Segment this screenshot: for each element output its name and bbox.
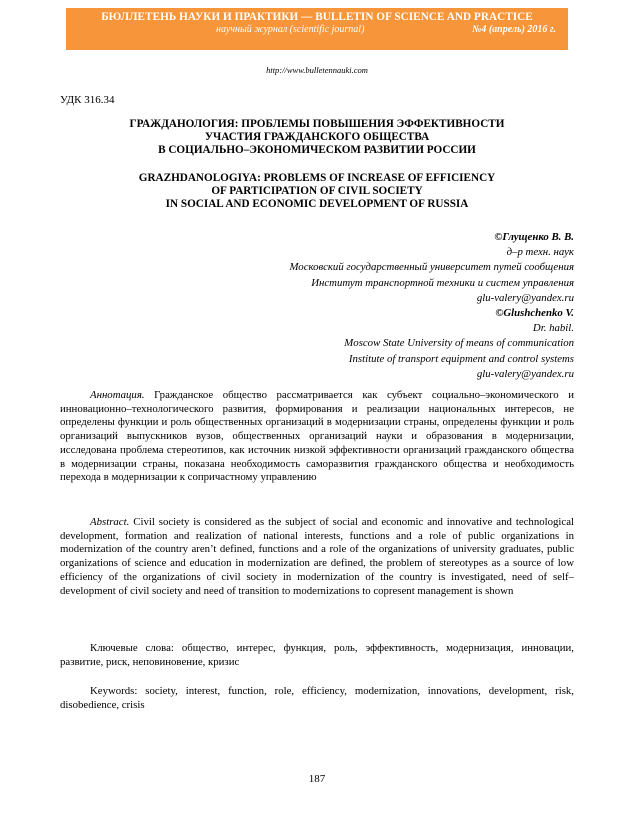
article-title-en	[60, 172, 574, 211]
title-en-line: IN SOCIAL AND ECONOMIC DEVELOPMENT OF RUSSIA	[165, 198, 469, 210]
author-info	[289, 230, 574, 382]
journal-header-banner	[66, 8, 568, 50]
journal-type: научный журнал (scientific journal)	[216, 24, 365, 35]
abstract-text: Civil society is considered as the subject of social and economic and innovative and technological development, formation and realization of national interests, functions and a role of public organizations in modernization of the country aren’t defined, functions and a role of the organizations of university graduates, public organizations of science and education in modernization are defined, the problem of stereotypes as a source of low efficiency of the organizations of civil society in modernization of the country is investigated, need of self–development of civil society and need of transition to modernizations to copresent management is shown	[60, 516, 574, 597]
author-email-ru[interactable]: glu-valery@yandex.ru	[476, 291, 574, 304]
title-ru-line: В СОЦИАЛЬНО–ЭКОНОМИЧЕСКОМ РАЗВИТИИ РОССИИ	[158, 144, 476, 156]
journal-subheader	[66, 24, 568, 38]
author-degree-ru: д–р техн. наук	[506, 246, 574, 259]
author-institute-en: Institute of transport equipment and control systems	[348, 352, 574, 365]
title-en-line: GRAZHDANOLOGIYA: PROBLEMS OF INCREASE OF EFFICIENCY	[138, 172, 496, 184]
abstract-paragraph	[60, 516, 574, 598]
udk-code: УДК 316.34	[60, 94, 115, 106]
author-degree-en: Dr. habil.	[532, 322, 574, 335]
page-number: 187	[308, 773, 326, 785]
author-email-en[interactable]: glu-valery@yandex.ru	[476, 367, 574, 380]
title-ru-line: УЧАСТИЯ ГРАЖДАНСКОГО ОБЩЕСТВА	[204, 131, 430, 143]
title-ru-line: ГРАЖДАНОЛОГИЯ: ПРОБЛЕМЫ ПОВЫШЕНИЯ ЭФФЕКТИВНОСТИ	[129, 118, 505, 130]
annotation-lead: Аннотация.	[90, 389, 145, 401]
author-institute-ru: Институт транспортной техники и систем управления	[311, 276, 574, 289]
journal-url[interactable]: http://www.bulletennauki.com	[266, 65, 368, 75]
author-university-ru: Московский государственный университет путей сообщения	[289, 261, 574, 274]
author-name-en: ©Glushchenko V.	[495, 307, 574, 320]
keywords-en: Keywords: society, interest, function, role, efficiency, modernization, innovations, development, risk, disobedience, crisis	[60, 685, 574, 711]
annotation-text: Гражданское общество рассматривается как субъект социально–экономического и инновационно–технологического развития, формирования и реализации национальных интересов, не определены функции и роль общественных организаций в модернизации страны, определены функции и роль организаций выпускников вузов, общественных организаций науки и образования в модернизации, исследована проблема стереотипов, как источник низкой эффективности организаций гражданского общества в модернизации страны, показана необходимость саморазвития гражданского общества и необходимость перехода в модернизации к сопричастному управлению	[60, 389, 574, 484]
keywords-ru: Ключевые слова: общество, интерес, функция, роль, эффективность, модернизация, инновации, развитие, риск, неповиновение, кризис	[60, 642, 574, 668]
author-university-en: Moscow State University of means of communication	[344, 337, 574, 350]
author-name-ru: ©Глущенко В. В.	[494, 231, 574, 243]
journal-title: БЮЛЛЕТЕНЬ НАУКИ И ПРАКТИКИ — BULLETIN OF SCIENCE AND PRACTICE	[101, 11, 533, 23]
journal-issue: №4 (апрель) 2016 г.	[472, 24, 556, 35]
title-en-line: OF PARTICIPATION OF CIVIL SOCIETY	[211, 185, 423, 197]
abstract-lead: Abstract.	[90, 516, 130, 528]
article-title-ru	[60, 118, 574, 157]
annotation-paragraph	[60, 389, 574, 485]
